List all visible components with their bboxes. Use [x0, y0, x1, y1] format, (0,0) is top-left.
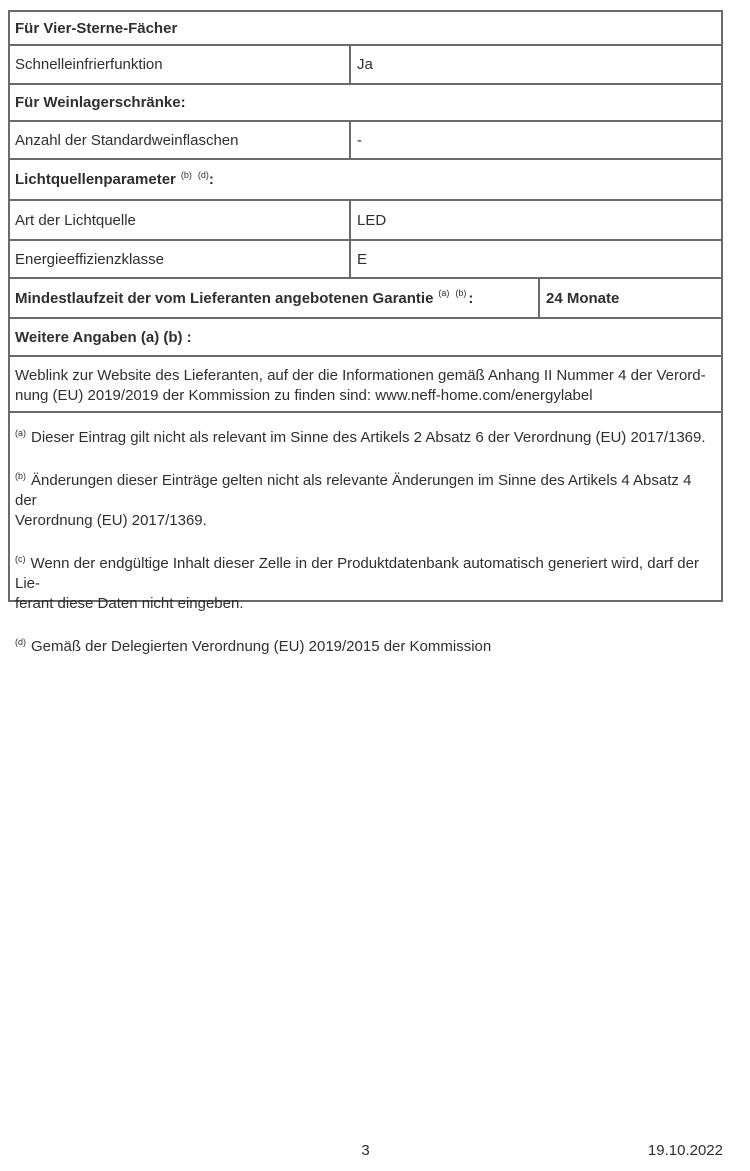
label-colon: : — [468, 289, 474, 307]
footnote-b-line-2: Verordnung (EU) 2017/1369. — [15, 512, 207, 529]
section-header-label: Für Weinlagerschränke: — [15, 94, 186, 111]
footnote-b — [15, 466, 716, 531]
footnote-ref-b: (b) — [180, 169, 192, 180]
section-header-weinlagerschraenke — [10, 83, 721, 120]
footnote-d-text: Gemäß der Delegierten Verordnung (EU) 2019/2015 der Kommission — [31, 638, 492, 655]
weblink-paragraph — [10, 357, 721, 411]
table-row-energieeffizienzklasse — [10, 239, 721, 277]
footnote-a — [15, 423, 716, 448]
page-date: 19.10.2022 — [647, 1142, 723, 1159]
section-header-vier-sterne-faecher — [10, 12, 721, 44]
row-value: E — [357, 250, 368, 268]
product-datasheet-table — [8, 10, 723, 655]
weblink-line-2: nung (EU) 2019/2019 der Kommission zu finden sind: www.neff-home.com/energylabel — [15, 387, 593, 404]
footnote-a-marker: (a) — [15, 428, 26, 438]
row-label: Anzahl der Standardweinflaschen — [10, 122, 351, 158]
footnote-d-marker: (d) — [15, 637, 26, 647]
footnote-b-marker: (b) — [15, 471, 26, 481]
row-label — [10, 279, 540, 317]
row-value: 24 Monate — [546, 289, 620, 307]
footnote-a-text: Dieser Eintrag gilt nicht als relevant im Sinne des Artikels 2 Absatz 6 der Verordnung (EU) 2017/1369. — [31, 429, 706, 446]
row-value: - — [357, 131, 362, 149]
section-header-label: Für Vier-Sterne-Fächer — [15, 19, 178, 37]
header-text: Lichtquellenparameter — [15, 171, 176, 188]
footnote-b-line-1: Änderungen dieser Einträge gelten nicht als relevante Änderungen im Sinne des Artikels 4 Absatz 4 der — [15, 472, 692, 509]
table-row-schnelleinfrierfunktion — [10, 44, 721, 83]
table-row-standardweinflaschen — [10, 120, 721, 158]
footnote-c-line-2: ferant diese Daten nicht eingeben. — [15, 595, 244, 612]
row-label: Schnelleinfrierfunktion — [10, 46, 351, 83]
page-number: 3 — [361, 1142, 370, 1159]
table-row-art-der-lichtquelle — [10, 199, 721, 239]
section-header-label: Weitere Angaben (a) (b) : — [15, 328, 192, 346]
label-text: Mindestlaufzeit der vom Lieferanten angebotenen Garantie — [15, 289, 434, 307]
section-header-label — [10, 160, 721, 199]
footnote-ref-d: (d) — [197, 169, 209, 180]
row-value: Ja — [357, 56, 373, 73]
table-row-footnotes — [10, 411, 721, 655]
footnote-ref-b: (b) — [455, 288, 467, 298]
weblink-line-1: Weblink zur Website des Lieferanten, auf der die Informationen gemäß Anhang II Nummer 4 der Verord- — [15, 367, 706, 384]
row-label: Art der Lichtquelle — [10, 201, 351, 239]
row-value: LED — [357, 211, 387, 229]
footnote-ref-a: (a) — [438, 288, 450, 298]
footnote-c-line-1: Wenn der endgültige Inhalt dieser Zelle in der Produktdatenbank automatisch generiert wird, darf der Lie- — [15, 555, 699, 592]
footnote-c-marker: (c) — [15, 554, 26, 564]
header-colon: : — [208, 171, 214, 188]
row-label: Energieeffizienzklasse — [10, 241, 351, 277]
section-header-lichtquellenparameter — [10, 158, 721, 199]
table-row-garantie — [10, 277, 721, 317]
footnote-d — [15, 632, 716, 657]
footnote-c — [15, 549, 716, 614]
table-row-weblink — [10, 355, 721, 411]
section-header-weitere-angaben — [10, 317, 721, 355]
footnotes-block — [10, 413, 721, 655]
